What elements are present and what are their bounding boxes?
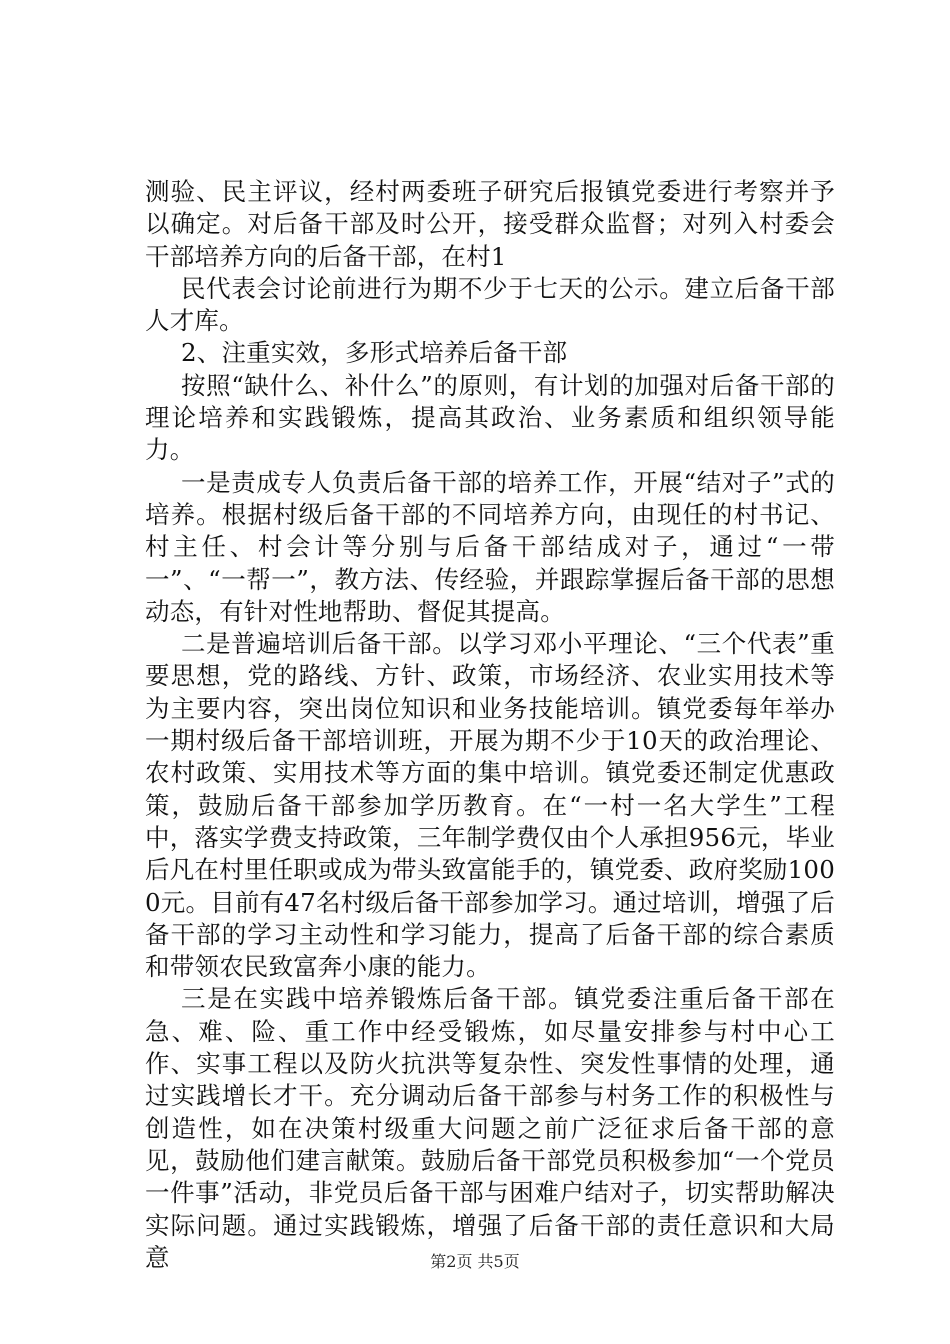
- paragraph-publicity: 民代表会讨论前进行为期不少于七天的公示。建立后备干部人才库。: [145, 273, 835, 336]
- page-footer: 第2页 共5页: [430, 1252, 520, 1271]
- paragraph-training: 二是普遍培训后备干部。以学习邓小平理论、“三个代表”重要思想，党的路线、方针、政策，市场经济、农业实用技术等为主要内容，突出岗位知识和业务技能培训。镇党委每年举办一期村级后备干部培训班，开展为期不少于10天的政治理论、农村政策、实用技术等方面的集中培训。镇党委还制定优惠政策，鼓励后备干部参加学历教育。在“一村一名大学生”工程中，落实学费支持政策，三年制学费仅由个人承担956元，毕业后凡在村里任职或成为带头致富能手的，镇党委、政府奖励1000元。目前有47名村级后备干部参加学习。通过培训，增强了后备干部的学习主动性和学习能力，提高了后备干部的综合素质和带领农民致富奔小康的能力。: [145, 629, 835, 982]
- paragraph-evaluation: 测验、民主评议，经村两委班子研究后报镇党委进行考察并予以确定。对后备干部及时公开，接受群众监督；对列入村委会干部培养方向的后备干部，在村1: [145, 177, 835, 271]
- document-body: [145, 176, 835, 1274]
- section-heading: 2、注重实效，多形式培养后备干部: [181, 338, 568, 368]
- paragraph-principle: 按照“缺什么、补什么”的原则，有计划的加强对后备干部的理论培养和实践锻炼，提高其政治、业务素质和组织领导能力。: [145, 370, 835, 465]
- paragraph-pairing: 一是责成专人负责后备干部的培养工作，开展“结对子”式的培养。根据村级后备干部的不同培养方向，由现任的村书记、村主任、村会计等分别与后备干部结成对子，通过“一带一”、“一帮一”，教方法、传经验，并跟踪掌握后备干部的思想动态，有针对性地帮助、督促其提高。: [145, 467, 835, 626]
- paragraph-practice: 三是在实践中培养锻炼后备干部。镇党委注重后备干部在急、难、险、重工作中经受锻炼，如尽量安排参与村中心工作、实事工程以及防火抗洪等复杂性、突发性事情的处理，通过实践增长才干。充分调动后备干部参与村务工作的积极性与创造性，如在决策村级重大问题之前广泛征求后备干部的意见，鼓励他们建言献策。鼓励后备干部党员积极参加“一个党员一件事”活动，非党员后备干部与困难户结对子，切实帮助解决实际问题。通过实践锻炼，增强了后备干部的责任意识和大局意: [145, 984, 835, 1272]
